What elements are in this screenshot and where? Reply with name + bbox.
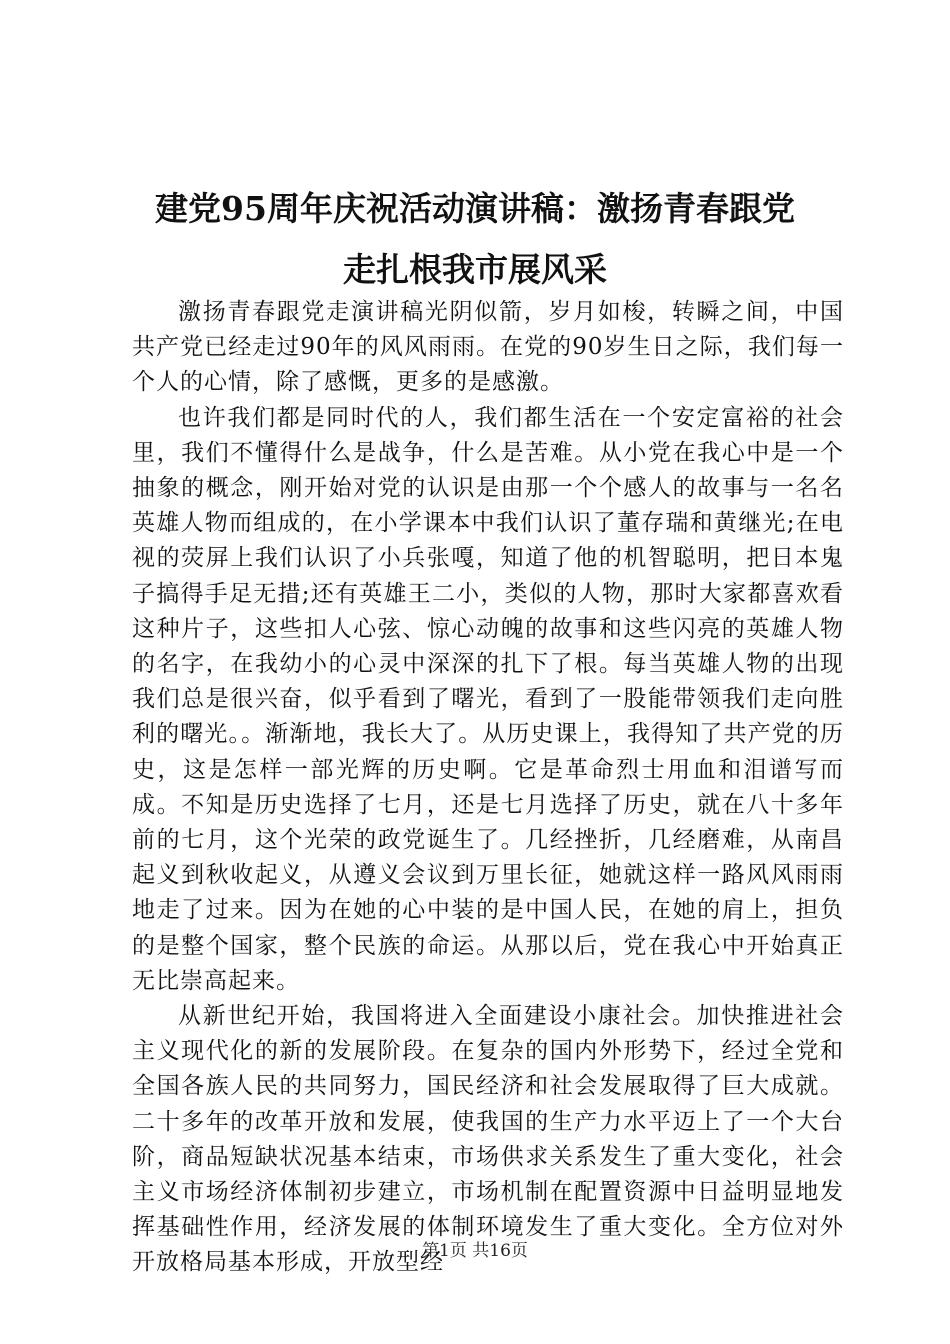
- document-title-line-1: 建党95周年庆祝活动演讲稿：激扬青春跟党: [155, 189, 795, 228]
- body-paragraph-3: 从新世纪开始，我国将进入全面建设小康社会。加快推进社会主义现代化的新的发展阶段。在复杂的国内外形势下，经过全党和全国各族人民的共同努力，国民经济和社会发展取得了巨大成就。二十多年的改革开放和发展，使我国的生产力水平迈上了一个大台阶，商品短缺状况基本结束，市场供求关系发生了重大变化，社会主义市场经济体制初步建立，市场机制在配置资源中日益明显地发挥基础性作用，经济发展的体制环境发生了重大变化。全方位对外开放格局基本形成，开放型经: [132, 1003, 844, 1276]
- document-body: [132, 295, 844, 1281]
- body-paragraph-1: 激扬青春跟党走演讲稿光阴似箭，岁月如梭，转瞬之间，中国共产党已经走过90年的风风雨雨。在党的90岁生日之际，我们每一个人的心情，除了感慨，更多的是感激。: [132, 299, 844, 396]
- page-number-footer: 第1页 共16页: [422, 1241, 528, 1261]
- body-paragraph-2: 也许我们都是同时代的人，我们都生活在一个安定富裕的社会里，我们不懂得什么是战争，什么是苦难。从小党在我心中是一个抽象的概念，刚开始对党的认识是由那一个个感人的故事与一名名英雄人物而组成的，在小学课本中我们认识了董存瑞和黄继光;在电视的荧屏上我们认识了小兵张嘎，知道了他的机智聪明，把日本鬼子搞得手足无措;还有英雄王二小，类似的人物，那时大家都喜欢看这种片子，这些扣人心弦、惊心动魄的故事和这些闪亮的英雄人物的名字，在我幼小的心灵中深深的扎下了根。每当英雄人物的出现我们总是很兴奋，似乎看到了曙光，看到了一股能带领我们走向胜利的曙光。。渐渐地，我长大了。从历史课上，我得知了共产党的历史，这是怎样一部光辉的历史啊。它是革命烈士用血和泪谱写而成。不知是历史选择了七月，还是七月选择了历史，就在八十多年前的七月，这个光荣的政党诞生了。几经挫折，几经磨难，从南昌起义到秋收起义，从遵义会议到万里长征，她就这样一路风风雨雨地走了过来。因为在她的心中装的是中国人民，在她的肩上，担负的是整个国家，整个民族的命运。从那以后，党在我心中开始真正无比崇高起来。: [132, 404, 844, 994]
- document-title-line-2: 走扎根我市展风采: [343, 250, 607, 289]
